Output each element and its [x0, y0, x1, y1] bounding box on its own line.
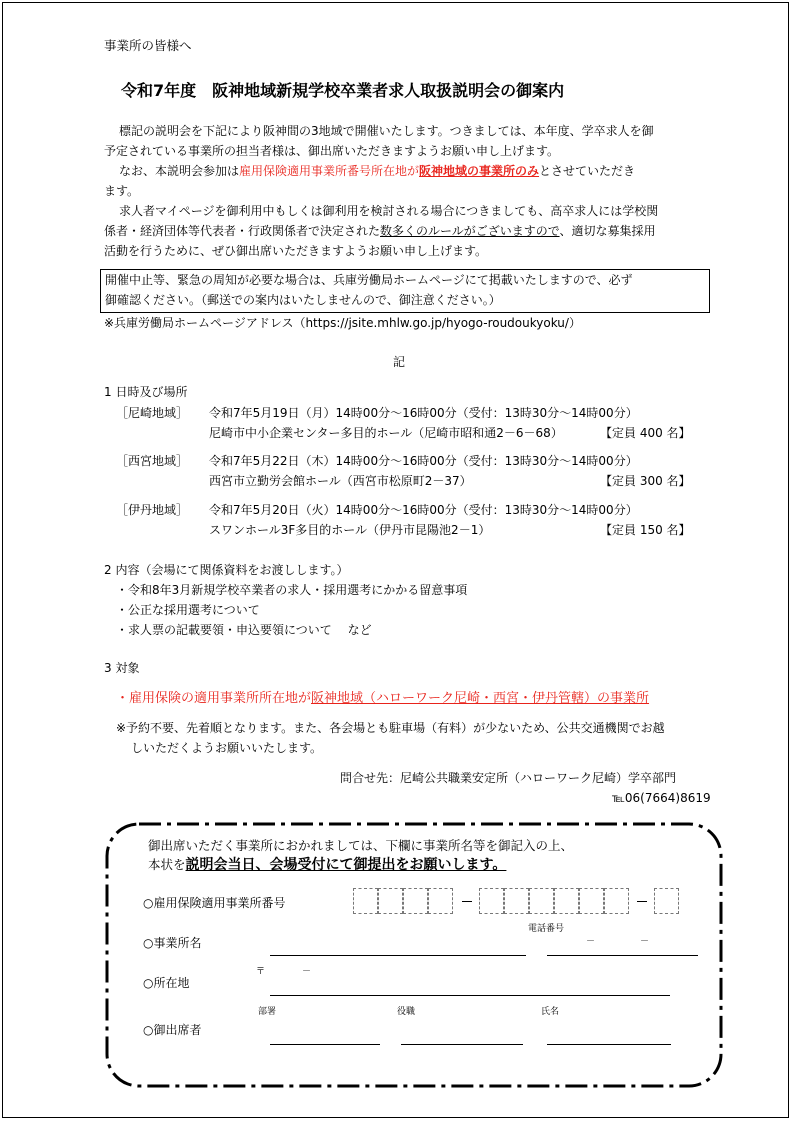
intro-p1-line2: 予定されている事業所の担当者様は、御出席いただきますようお願い申し上げます。: [104, 144, 560, 158]
contact-tel: ℡06(7664)8619: [612, 791, 711, 805]
insurance-number-box-check[interactable]: [654, 888, 679, 914]
insurance-number-boxes-b[interactable]: [479, 888, 629, 914]
insurance-number-label: ○雇用保険適用事業所番号: [143, 896, 286, 910]
section2-heading: 2 内容（会場にて関係資料をお渡しします。）: [104, 563, 349, 577]
venue-capacity: 【定員 300 名】: [600, 474, 691, 488]
form-instruction-line2: 本状を説明会当日、会場受付にて御提出をお願いします。: [148, 857, 507, 873]
contact-info: 問合せ先：尼崎公共職業安定所（ハローワーク尼崎）学卒部門: [340, 771, 677, 785]
business-name-field[interactable]: [270, 955, 526, 956]
section3-note-line1: ※予約不要、先着順となります。また、各会場とも駐車場（有料）が少ないため、公共交通機関でお越: [116, 721, 665, 735]
position-field[interactable]: [401, 1044, 523, 1045]
venue-area: ［西宮地域］: [116, 454, 189, 468]
venue-datetime: 令和7年5月22日（木）14時00分～16時00分（受付：13時30分～14時00分）: [209, 454, 638, 468]
postal-mark: 〒: [256, 967, 266, 977]
venue-place: 尼崎市中小企業センター多目的ホール（尼崎市昭和通2－6－68）: [209, 426, 563, 440]
venue-area: ［伊丹地域］: [116, 503, 189, 517]
intro-p1-line1: 標記の説明会を下記により阪神間の3地域で開催いたします。つきましては、本年度、学卒求人を御: [119, 124, 654, 138]
department-field[interactable]: [270, 1044, 380, 1045]
notice-line2: 御確認ください。（郵送での案内はいたしませんので、御注意ください。）: [105, 293, 501, 307]
section3-heading: 3 対象: [104, 661, 140, 675]
postal-separator: －: [302, 967, 312, 977]
greeting: 事業所の皆様へ: [104, 38, 192, 53]
content-item: ・公正な採用選考について: [116, 603, 260, 617]
department-label: 部署: [258, 1007, 277, 1017]
target-line: ・雇用保険の適用事業所所在地が阪神地域（ハローワーク尼崎・西宮・伊丹管轄）の事業所: [116, 691, 650, 706]
intro-p3-line3: 活動を行うために、ぜひ御出席いただきますようお願い申し上げます。: [104, 244, 488, 258]
ki-heading: 記: [393, 355, 406, 369]
intro-p3-line1: 求人者マイページを御利用中もしくは御利用を検討される場合につきましても、高卒求人には学校関: [119, 204, 659, 218]
attendee-label: ○御出席者: [143, 1023, 202, 1037]
homepage-url-note: ※兵庫労働局ホームページアドレス（https://jsite.mhlw.go.jp/hyogo-roudoukyoku/）: [104, 316, 581, 330]
position-label: 役職: [397, 1007, 416, 1017]
venue-capacity: 【定員 150 名】: [600, 523, 691, 537]
venue-place: スワンホール3F多目的ホール（伊丹市昆陽池2－1）: [209, 523, 491, 537]
phone-separators: － －: [586, 937, 650, 947]
section1-heading: 1 日時及び場所: [104, 385, 188, 399]
venue-datetime: 令和7年5月19日（月）14時00分～16時00分（受付：13時30分～14時00分）: [209, 406, 638, 420]
content-item: ・令和8年3月新規学校卒業者の求人・採用選考にかかる留意事項: [116, 583, 468, 597]
name-label: 氏名: [541, 1007, 560, 1017]
notice-line1: 開催中止等、緊急の周知が必要な場合は、兵庫労働局ホームページにて掲載いたしますので、必ず: [105, 273, 633, 287]
section3-note-line2: しいただくようお願いいたします。: [131, 741, 323, 755]
address-label: ○所在地: [143, 976, 190, 990]
venue-datetime: 令和7年5月20日（火）14時00分～16時00分（受付：13時30分～14時00分）: [209, 503, 638, 517]
insurance-number-boxes-a[interactable]: [353, 888, 453, 914]
venue-area: ［尼崎地域］: [116, 406, 189, 420]
venue-place: 西宮市立勤労会館ホール（西宮市松原町2－37）: [209, 474, 472, 488]
phone-field[interactable]: [547, 955, 698, 956]
intro-p2-line2: ます。: [104, 184, 140, 198]
business-name-label: ○事業所名: [143, 936, 202, 950]
content-item: ・求人票の記載要領・申込要領について など: [116, 623, 372, 637]
intro-p2-line1: なお、本説明会参加は雇用保険適用事業所番号所在地が阪神地域の事業所のみとさせていただき: [119, 164, 636, 178]
venue-capacity: 【定員 400 名】: [600, 426, 691, 440]
phone-label: 電話番号: [528, 924, 565, 934]
name-field[interactable]: [547, 1044, 671, 1045]
page-title: 令和7年度 阪神地域新規学校卒業者求人取扱説明会の御案内: [121, 81, 565, 100]
number-separator: [637, 901, 647, 902]
address-field[interactable]: [270, 995, 670, 996]
number-separator: [462, 901, 472, 902]
form-instruction-line1: 御出席いただく事業所におかれましては、下欄に事業所名等を御記入の上、: [148, 838, 574, 853]
intro-p3-line2: 係者・経済団体等代表者・行政関係者で決定された数多くのルールがございますので、適切な募集採用: [104, 224, 656, 238]
